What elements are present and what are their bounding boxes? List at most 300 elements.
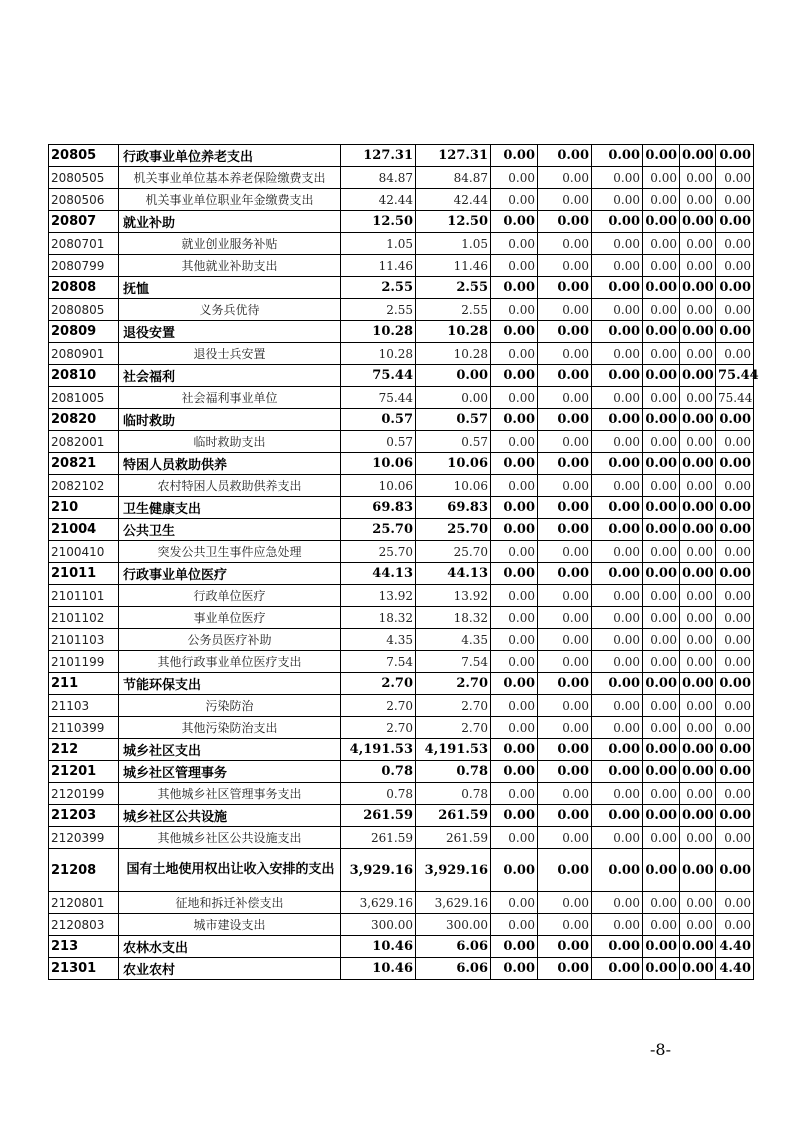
row-code: 2120803 bbox=[49, 914, 119, 936]
row-value: 0.00 bbox=[592, 717, 643, 739]
row-value: 0.00 bbox=[538, 629, 592, 651]
row-name: 临时救助 bbox=[119, 409, 341, 431]
row-value: 13.92 bbox=[416, 585, 491, 607]
row-value: 10.28 bbox=[416, 321, 491, 343]
row-value: 0.00 bbox=[680, 717, 716, 739]
table-body bbox=[49, 145, 759, 980]
row-code: 2080805 bbox=[49, 299, 119, 321]
row-name: 其他就业补助支出 bbox=[119, 255, 341, 277]
row-name: 农村特困人员救助供养支出 bbox=[119, 475, 341, 497]
row-code: 2101199 bbox=[49, 651, 119, 673]
row-value: 0.00 bbox=[592, 783, 643, 805]
row-value: 0.78 bbox=[416, 783, 491, 805]
row-value: 0.00 bbox=[538, 211, 592, 233]
row-value: 10.46 bbox=[341, 936, 416, 958]
row-name: 就业创业服务补贴 bbox=[119, 233, 341, 255]
row-value: 0.00 bbox=[716, 805, 754, 827]
row-value: 11.46 bbox=[341, 255, 416, 277]
row-value: 0.00 bbox=[680, 585, 716, 607]
row-value: 0.00 bbox=[680, 365, 716, 387]
row-value: 0.00 bbox=[592, 519, 643, 541]
row-value: 0.00 bbox=[592, 189, 643, 211]
row-value: 0.00 bbox=[716, 255, 754, 277]
row-value: 0.00 bbox=[491, 914, 538, 936]
row-value: 0.78 bbox=[341, 783, 416, 805]
row-value: 84.87 bbox=[416, 167, 491, 189]
row-code: 212 bbox=[49, 739, 119, 761]
row-value: 0.00 bbox=[716, 585, 754, 607]
row-value: 0.00 bbox=[538, 607, 592, 629]
row-value: 11.46 bbox=[416, 255, 491, 277]
table-row bbox=[49, 321, 754, 343]
row-value: 0.00 bbox=[538, 914, 592, 936]
row-value: 0.00 bbox=[680, 629, 716, 651]
row-value: 0.00 bbox=[592, 607, 643, 629]
row-value: 0.00 bbox=[680, 145, 716, 167]
row-value: 127.31 bbox=[341, 145, 416, 167]
row-value: 0.00 bbox=[592, 585, 643, 607]
row-value: 3,929.16 bbox=[341, 849, 416, 892]
row-value: 18.32 bbox=[416, 607, 491, 629]
row-value: 0.00 bbox=[491, 607, 538, 629]
table-row bbox=[49, 958, 754, 980]
row-value: 0.00 bbox=[592, 431, 643, 453]
row-value: 0.00 bbox=[538, 431, 592, 453]
row-name: 农林水支出 bbox=[119, 936, 341, 958]
table-row bbox=[49, 277, 754, 299]
row-name: 城乡社区管理事务 bbox=[119, 761, 341, 783]
table-row bbox=[49, 563, 754, 585]
row-value: 0.00 bbox=[716, 277, 754, 299]
row-value: 10.28 bbox=[416, 343, 491, 365]
row-value: 2.70 bbox=[416, 717, 491, 739]
table-row bbox=[49, 233, 754, 255]
row-value: 0.00 bbox=[643, 519, 680, 541]
row-code: 2080799 bbox=[49, 255, 119, 277]
row-value: 0.00 bbox=[643, 936, 680, 958]
row-value: 0.00 bbox=[538, 563, 592, 585]
row-code: 20809 bbox=[49, 321, 119, 343]
row-value: 0.00 bbox=[716, 629, 754, 651]
row-value: 2.55 bbox=[416, 299, 491, 321]
row-value: 0.00 bbox=[643, 497, 680, 519]
row-code: 2120199 bbox=[49, 783, 119, 805]
row-value: 75.44 bbox=[716, 387, 754, 409]
table-row bbox=[49, 849, 754, 892]
row-name: 突发公共卫生事件应急处理 bbox=[119, 541, 341, 563]
row-value: 0.00 bbox=[538, 783, 592, 805]
row-value: 42.44 bbox=[416, 189, 491, 211]
row-value: 0.00 bbox=[716, 739, 754, 761]
row-value: 0.00 bbox=[592, 497, 643, 519]
row-code: 2080701 bbox=[49, 233, 119, 255]
row-value: 0.00 bbox=[491, 321, 538, 343]
row-value: 0.00 bbox=[538, 695, 592, 717]
row-value: 0.00 bbox=[680, 519, 716, 541]
row-code: 2080901 bbox=[49, 343, 119, 365]
row-value: 0.00 bbox=[592, 914, 643, 936]
row-value: 10.46 bbox=[341, 958, 416, 980]
row-value: 0.00 bbox=[538, 145, 592, 167]
row-value: 0.00 bbox=[491, 673, 538, 695]
row-value: 300.00 bbox=[341, 914, 416, 936]
row-value: 261.59 bbox=[341, 805, 416, 827]
table-row bbox=[49, 607, 754, 629]
row-value: 44.13 bbox=[341, 563, 416, 585]
table-row bbox=[49, 936, 754, 958]
row-value: 0.00 bbox=[491, 519, 538, 541]
row-value: 10.06 bbox=[416, 475, 491, 497]
row-value: 127.31 bbox=[416, 145, 491, 167]
row-value: 0.00 bbox=[491, 343, 538, 365]
row-value: 0.00 bbox=[538, 519, 592, 541]
row-value: 0.00 bbox=[680, 892, 716, 914]
row-value: 0.00 bbox=[680, 805, 716, 827]
row-value: 18.32 bbox=[341, 607, 416, 629]
table-row bbox=[49, 365, 754, 387]
row-code: 21301 bbox=[49, 958, 119, 980]
row-value: 0.00 bbox=[491, 277, 538, 299]
row-code: 2101102 bbox=[49, 607, 119, 629]
row-value: 10.28 bbox=[341, 343, 416, 365]
row-value: 0.00 bbox=[716, 761, 754, 783]
row-value: 0.00 bbox=[643, 892, 680, 914]
row-code: 2080505 bbox=[49, 167, 119, 189]
row-code: 2110399 bbox=[49, 717, 119, 739]
row-value: 4.35 bbox=[341, 629, 416, 651]
row-value: 0.00 bbox=[491, 387, 538, 409]
row-value: 0.00 bbox=[643, 651, 680, 673]
row-value: 0.00 bbox=[538, 233, 592, 255]
row-value: 0.00 bbox=[716, 343, 754, 365]
row-value: 0.00 bbox=[538, 936, 592, 958]
table-row bbox=[49, 585, 754, 607]
row-value: 0.00 bbox=[538, 541, 592, 563]
row-value: 0.00 bbox=[680, 761, 716, 783]
row-value: 0.00 bbox=[592, 277, 643, 299]
row-value: 0.00 bbox=[680, 936, 716, 958]
row-value: 2.55 bbox=[341, 299, 416, 321]
row-value: 0.00 bbox=[592, 936, 643, 958]
row-value: 0.00 bbox=[491, 409, 538, 431]
row-value: 0.00 bbox=[716, 563, 754, 585]
row-value: 44.13 bbox=[416, 563, 491, 585]
row-value: 0.00 bbox=[538, 343, 592, 365]
row-value: 0.00 bbox=[491, 475, 538, 497]
row-value: 25.70 bbox=[416, 519, 491, 541]
row-value: 0.00 bbox=[643, 211, 680, 233]
row-value: 0.00 bbox=[716, 167, 754, 189]
row-value: 0.00 bbox=[491, 211, 538, 233]
row-value: 0.00 bbox=[643, 695, 680, 717]
row-value: 0.00 bbox=[538, 167, 592, 189]
row-value: 10.06 bbox=[341, 475, 416, 497]
row-value: 0.00 bbox=[716, 673, 754, 695]
row-value: 0.00 bbox=[643, 453, 680, 475]
row-value: 0.00 bbox=[716, 519, 754, 541]
row-value: 0.00 bbox=[538, 277, 592, 299]
row-value: 0.00 bbox=[680, 277, 716, 299]
row-value: 75.44 bbox=[341, 365, 416, 387]
row-value: 0.00 bbox=[491, 827, 538, 849]
row-value: 261.59 bbox=[416, 827, 491, 849]
row-value: 0.00 bbox=[538, 585, 592, 607]
row-name: 公共卫生 bbox=[119, 519, 341, 541]
row-value: 4.35 bbox=[416, 629, 491, 651]
row-name: 退役士兵安置 bbox=[119, 343, 341, 365]
row-value: 0.57 bbox=[341, 409, 416, 431]
row-value: 25.70 bbox=[341, 541, 416, 563]
row-value: 0.00 bbox=[716, 914, 754, 936]
row-code: 20808 bbox=[49, 277, 119, 299]
row-value: 0.00 bbox=[592, 827, 643, 849]
row-value: 0.00 bbox=[538, 453, 592, 475]
row-value: 0.00 bbox=[491, 783, 538, 805]
row-value: 0.00 bbox=[538, 497, 592, 519]
row-value: 69.83 bbox=[341, 497, 416, 519]
table-row bbox=[49, 717, 754, 739]
row-name: 其他城乡社区管理事务支出 bbox=[119, 783, 341, 805]
row-name: 临时救助支出 bbox=[119, 431, 341, 453]
row-value: 0.00 bbox=[716, 321, 754, 343]
row-value: 0.00 bbox=[643, 475, 680, 497]
row-value: 0.00 bbox=[716, 453, 754, 475]
row-value: 0.00 bbox=[680, 695, 716, 717]
row-value: 0.00 bbox=[592, 343, 643, 365]
row-code: 21004 bbox=[49, 519, 119, 541]
row-value: 0.00 bbox=[592, 563, 643, 585]
row-code: 20820 bbox=[49, 409, 119, 431]
row-value: 13.92 bbox=[341, 585, 416, 607]
row-value: 0.00 bbox=[491, 189, 538, 211]
row-value: 0.00 bbox=[680, 914, 716, 936]
row-value: 0.00 bbox=[592, 475, 643, 497]
row-value: 0.00 bbox=[491, 167, 538, 189]
row-value: 0.00 bbox=[592, 541, 643, 563]
row-value: 0.00 bbox=[680, 958, 716, 980]
row-value: 0.00 bbox=[680, 475, 716, 497]
row-value: 0.00 bbox=[680, 827, 716, 849]
row-value: 84.87 bbox=[341, 167, 416, 189]
row-value: 3,629.16 bbox=[341, 892, 416, 914]
row-value: 0.00 bbox=[716, 607, 754, 629]
table-row bbox=[49, 695, 754, 717]
row-value: 3,629.16 bbox=[416, 892, 491, 914]
table-row bbox=[49, 387, 754, 409]
row-value: 0.00 bbox=[716, 475, 754, 497]
row-value: 300.00 bbox=[416, 914, 491, 936]
table-row bbox=[49, 673, 754, 695]
row-name: 其他城乡社区公共设施支出 bbox=[119, 827, 341, 849]
row-value: 0.00 bbox=[491, 431, 538, 453]
row-code: 2101103 bbox=[49, 629, 119, 651]
row-value: 0.00 bbox=[538, 805, 592, 827]
table-row bbox=[49, 629, 754, 651]
row-value: 0.00 bbox=[592, 739, 643, 761]
table-row bbox=[49, 343, 754, 365]
row-value: 0.00 bbox=[643, 607, 680, 629]
row-code: 2120801 bbox=[49, 892, 119, 914]
row-value: 0.00 bbox=[680, 343, 716, 365]
row-value: 2.55 bbox=[341, 277, 416, 299]
table-row bbox=[49, 519, 754, 541]
row-value: 0.00 bbox=[643, 277, 680, 299]
row-code: 211 bbox=[49, 673, 119, 695]
row-value: 10.06 bbox=[416, 453, 491, 475]
row-value: 0.00 bbox=[680, 211, 716, 233]
row-value: 0.00 bbox=[716, 233, 754, 255]
row-name: 机关事业单位职业年金缴费支出 bbox=[119, 189, 341, 211]
row-value: 0.00 bbox=[716, 211, 754, 233]
row-value: 0.00 bbox=[643, 321, 680, 343]
table-row bbox=[49, 431, 754, 453]
row-value: 0.00 bbox=[491, 541, 538, 563]
row-value: 0.00 bbox=[592, 409, 643, 431]
row-value: 0.00 bbox=[680, 189, 716, 211]
row-value: 0.00 bbox=[491, 365, 538, 387]
row-name: 国有土地使用权出让收入安排的支出 bbox=[119, 849, 341, 892]
row-code: 213 bbox=[49, 936, 119, 958]
row-name: 机关事业单位基本养老保险缴费支出 bbox=[119, 167, 341, 189]
row-value: 0.00 bbox=[680, 321, 716, 343]
row-value: 0.00 bbox=[491, 695, 538, 717]
row-value: 2.55 bbox=[416, 277, 491, 299]
row-value: 0.00 bbox=[680, 497, 716, 519]
row-value: 2.70 bbox=[341, 673, 416, 695]
row-name: 污染防治 bbox=[119, 695, 341, 717]
row-value: 4.40 bbox=[716, 936, 754, 958]
row-value: 0.00 bbox=[643, 145, 680, 167]
row-value: 0.00 bbox=[716, 431, 754, 453]
row-code: 20821 bbox=[49, 453, 119, 475]
page-number: -8- bbox=[650, 1040, 671, 1059]
row-value: 0.00 bbox=[716, 409, 754, 431]
row-value: 0.00 bbox=[643, 189, 680, 211]
row-value: 0.00 bbox=[716, 189, 754, 211]
row-name: 城乡社区支出 bbox=[119, 739, 341, 761]
row-name: 义务兵优待 bbox=[119, 299, 341, 321]
row-value: 7.54 bbox=[341, 651, 416, 673]
table-row bbox=[49, 167, 754, 189]
row-value: 0.00 bbox=[716, 827, 754, 849]
table-row bbox=[49, 299, 754, 321]
row-value: 0.00 bbox=[592, 892, 643, 914]
row-value: 0.00 bbox=[643, 805, 680, 827]
row-name: 社会福利 bbox=[119, 365, 341, 387]
row-name: 节能环保支出 bbox=[119, 673, 341, 695]
row-value: 0.00 bbox=[491, 299, 538, 321]
row-value: 0.00 bbox=[643, 739, 680, 761]
row-value: 0.00 bbox=[680, 255, 716, 277]
row-value: 0.00 bbox=[538, 409, 592, 431]
row-value: 0.00 bbox=[643, 541, 680, 563]
row-name: 公务员医疗补助 bbox=[119, 629, 341, 651]
row-value: 0.00 bbox=[538, 255, 592, 277]
table-row bbox=[49, 914, 754, 936]
row-value: 0.00 bbox=[643, 233, 680, 255]
row-value: 0.00 bbox=[491, 761, 538, 783]
row-value: 0.00 bbox=[643, 849, 680, 892]
row-value: 0.00 bbox=[716, 717, 754, 739]
row-value: 4.40 bbox=[716, 958, 754, 980]
row-value: 0.00 bbox=[416, 365, 491, 387]
row-name: 行政单位医疗 bbox=[119, 585, 341, 607]
row-value: 0.00 bbox=[716, 849, 754, 892]
row-code: 2080506 bbox=[49, 189, 119, 211]
row-value: 0.00 bbox=[538, 673, 592, 695]
table-row bbox=[49, 211, 754, 233]
row-value: 0.00 bbox=[491, 717, 538, 739]
row-name: 其他污染防治支出 bbox=[119, 717, 341, 739]
row-value: 0.00 bbox=[716, 541, 754, 563]
row-value: 25.70 bbox=[341, 519, 416, 541]
row-value: 0.00 bbox=[643, 431, 680, 453]
row-value: 0.00 bbox=[680, 783, 716, 805]
row-value: 0.00 bbox=[680, 541, 716, 563]
row-name: 行政事业单位医疗 bbox=[119, 563, 341, 585]
row-name: 特困人员救助供养 bbox=[119, 453, 341, 475]
row-value: 42.44 bbox=[341, 189, 416, 211]
table-row bbox=[49, 497, 754, 519]
row-code: 2100410 bbox=[49, 541, 119, 563]
row-value: 0.00 bbox=[416, 387, 491, 409]
row-value: 0.00 bbox=[643, 827, 680, 849]
row-value: 0.00 bbox=[643, 387, 680, 409]
row-value: 0.57 bbox=[416, 409, 491, 431]
row-value: 0.00 bbox=[491, 892, 538, 914]
row-value: 0.00 bbox=[491, 233, 538, 255]
row-value: 12.50 bbox=[341, 211, 416, 233]
table-row bbox=[49, 255, 754, 277]
row-value: 4,191.53 bbox=[341, 739, 416, 761]
row-value: 2.70 bbox=[416, 695, 491, 717]
row-value: 0.00 bbox=[491, 849, 538, 892]
budget-table bbox=[48, 144, 759, 980]
table-row bbox=[49, 739, 754, 761]
row-name: 卫生健康支出 bbox=[119, 497, 341, 519]
row-name: 行政事业单位养老支出 bbox=[119, 145, 341, 167]
row-value: 0.00 bbox=[592, 761, 643, 783]
row-code: 210 bbox=[49, 497, 119, 519]
row-value: 0.00 bbox=[643, 255, 680, 277]
row-value: 0.00 bbox=[716, 892, 754, 914]
row-value: 0.00 bbox=[538, 387, 592, 409]
table-row bbox=[49, 783, 754, 805]
row-code: 20810 bbox=[49, 365, 119, 387]
row-value: 0.00 bbox=[538, 827, 592, 849]
table-row bbox=[49, 409, 754, 431]
row-value: 0.00 bbox=[592, 387, 643, 409]
row-value: 0.00 bbox=[592, 321, 643, 343]
row-value: 0.00 bbox=[680, 387, 716, 409]
row-value: 0.57 bbox=[416, 431, 491, 453]
row-value: 0.00 bbox=[680, 431, 716, 453]
row-name: 其他行政事业单位医疗支出 bbox=[119, 651, 341, 673]
row-value: 0.00 bbox=[680, 453, 716, 475]
row-value: 0.00 bbox=[491, 958, 538, 980]
row-value: 0.00 bbox=[538, 365, 592, 387]
row-value: 0.78 bbox=[341, 761, 416, 783]
row-value: 0.00 bbox=[643, 914, 680, 936]
row-value: 0.78 bbox=[416, 761, 491, 783]
row-value: 0.00 bbox=[716, 299, 754, 321]
row-value: 0.00 bbox=[716, 783, 754, 805]
row-name: 社会福利事业单位 bbox=[119, 387, 341, 409]
row-value: 0.00 bbox=[592, 255, 643, 277]
row-code: 20805 bbox=[49, 145, 119, 167]
row-value: 0.00 bbox=[643, 629, 680, 651]
row-value: 0.00 bbox=[538, 717, 592, 739]
